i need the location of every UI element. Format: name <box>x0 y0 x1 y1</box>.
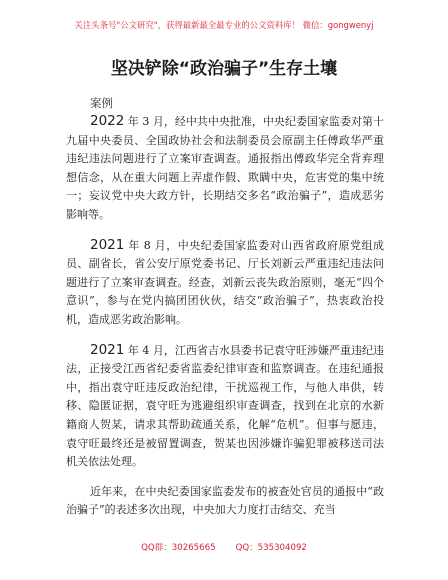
paragraph-year: 2022 <box>90 113 125 129</box>
paragraph-year: 2021 <box>90 236 125 253</box>
paragraph-text: 年 3 月，经中共中央批准，中央纪委国家监委对第十九届中央委员、全国政协社会和法制委员会原副主任傅政华严重违纪违法问题进行了立案审查调查。通报指出傅政华完全背弃理想信念，从在重大问题上弄虚作假、欺瞒中央，危害党的集中统一；妄议党中央大政方针，长期结交多名“政治骗子”，造成恶劣影响等。 <box>66 115 384 221</box>
paragraph-text: 年 8 月，中央纪委国家监委对山西省政府原党组成员、副省长，省公安厅原党委书记、厅长刘新云严重违纪违法问题进行了立案审查调查。经查，刘新云丧失政治原则，毫无“四个意识”，参与在党内搞团团伙伙，结交“政治骗子”，热衷政治投机，造成恶劣政治影响。 <box>66 238 384 326</box>
section-label: 案例 <box>90 96 113 110</box>
footer-contact <box>0 543 448 554</box>
footer-qq-contact: QQ：535304092 <box>235 543 307 553</box>
paragraph-text: 年 4 月，江西省吉水县委书记袁守旺涉嫌严重违纪违法，正接受江西省纪委省监委纪律审查和监察调查。在违纪通报中，指出袁守旺违反政治纪律，干扰巡视工作，与他人串供，转移、隐匿证据，袁守旺为逃避组织审查调查，找到在北京的水新籍商人贺某，请求其帮助疏通关系，化解“危机”。但事与愿违，袁守旺最终还是被留置调查，贺某也因涉嫌诈骗犯罪被移送司法机关依法处理。 <box>66 343 384 469</box>
paragraph <box>66 112 384 225</box>
document-body <box>66 112 384 520</box>
paragraph <box>66 236 384 330</box>
paragraph-trailing: 近年来，在中央纪委国家监委发布的被查处官员的通报中“政治骗子”的表述多次出现，中央加大力度打击结交、充当 <box>66 484 384 517</box>
document-title: 坚决铲除“政治骗子”生存土壤 <box>110 59 338 79</box>
paragraph <box>66 341 384 472</box>
footer-qq-group: QQ群：30265665 <box>141 543 216 553</box>
header-banner: 关注头条号"公文研究"，获得最新最全最专业的公文资料库！ 微信：gongwenyj <box>74 20 374 30</box>
paragraph-year: 2021 <box>90 341 125 358</box>
